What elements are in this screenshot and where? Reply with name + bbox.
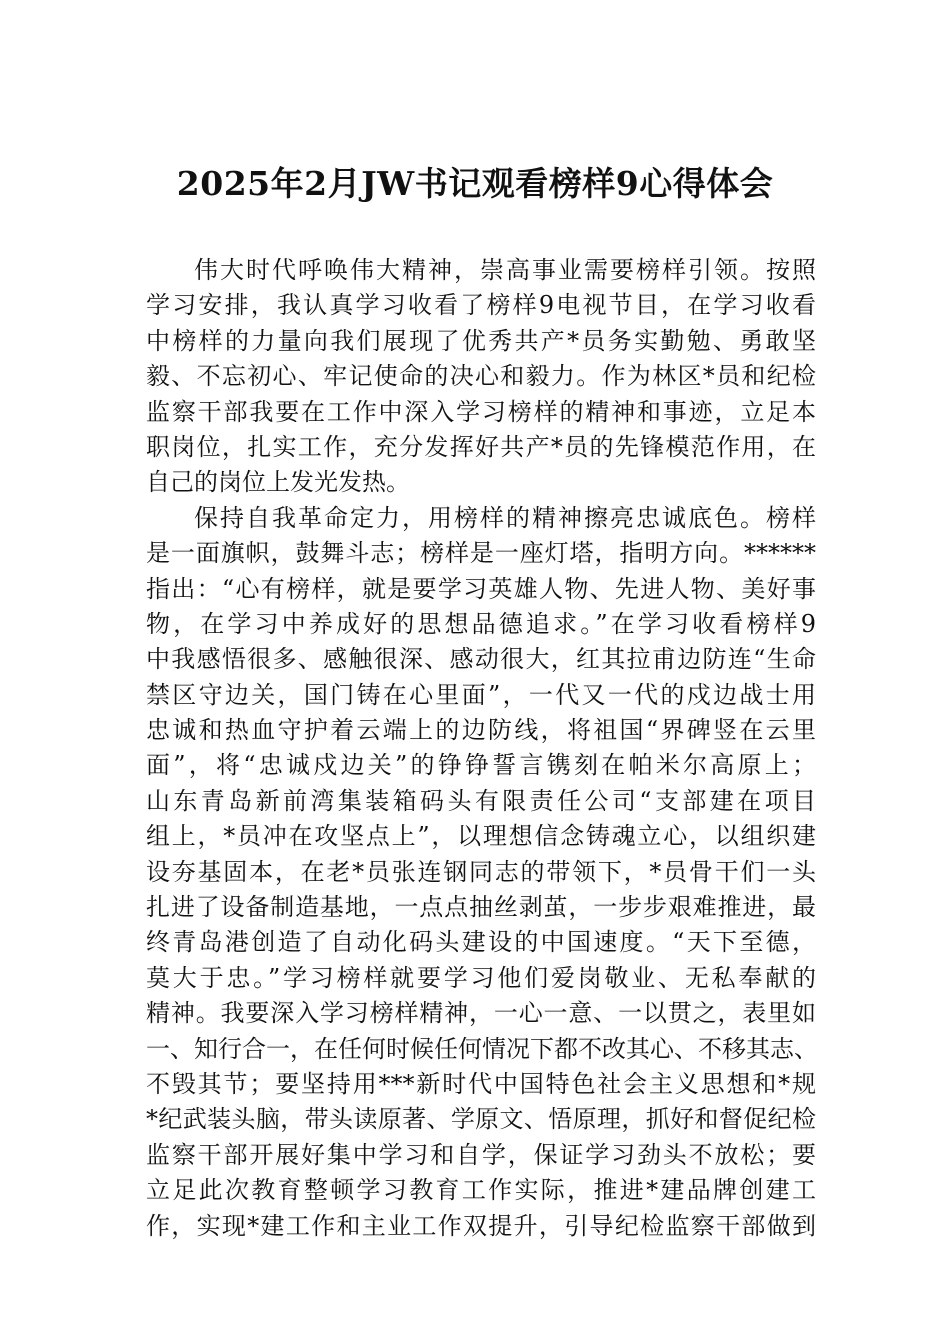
- paragraph-line: 一、知行合一，在任何时候任何情况下都不改其心、不移其志、: [146, 1034, 818, 1063]
- paragraph-line: 莫大于忠。”学习榜样就要学习他们爱岗敬业、无私奉献的: [146, 963, 816, 992]
- paragraph-line: 忠诚和热血守护着云端上的边防线，将祖国“界碑竖在云里: [146, 716, 816, 745]
- paragraph-line: 自己的岗位上发光发热。: [146, 468, 410, 497]
- paragraph-line: 学习安排，我认真学习收看了榜样9电视节目，在学习收看: [146, 291, 816, 320]
- paragraph-line: 物，在学习中养成好的思想品德追求。”在学习收看榜样9: [146, 609, 816, 638]
- paragraph-line: 毅、不忘初心、牢记使命的决心和毅力。作为林区*员和纪检: [146, 362, 816, 391]
- paragraph-line: 立足此次教育整顿学习教育工作实际，推进*建品牌创建工: [146, 1176, 816, 1205]
- paragraph-line: 伟大时代呼唤伟大精神，崇高事业需要榜样引领。按照: [194, 256, 816, 284]
- paragraph-line: 是一面旗帜，鼓舞斗志；榜样是一座灯塔，指明方向。******: [146, 539, 816, 568]
- paragraph-line: 保持自我革命定力，用榜样的精神擦亮忠诚底色。榜样: [194, 503, 816, 532]
- paragraph-line: 山东青岛新前湾集装箱码头有限责任公司“支部建在项目: [146, 786, 816, 815]
- paragraph-line: 设夯基固本，在老*员张连钢同志的带领下，*员骨干们一头: [146, 857, 816, 886]
- paragraph-line: 面”，将“忠诚戍边关”的铮铮誓言镌刻在帕米尔高原上；: [146, 751, 816, 780]
- paragraph-1: [146, 253, 816, 501]
- paragraph-line: 禁区守边关，国门铸在心里面”，一代又一代的戍边战士用: [146, 680, 816, 709]
- paragraph-line: 监察干部我要在工作中深入学习榜样的精神和事迹，立足本: [146, 397, 816, 426]
- paragraph-line: 精神。我要深入学习榜样精神，一心一意、一以贯之，表里如: [146, 999, 816, 1028]
- paragraph-line: 监察干部开展好集中学习和自学，保证学习劲头不放松；要: [146, 1140, 816, 1169]
- paragraph-line: 扎进了设备制造基地，一点点抽丝剥茧，一步步艰难推进，最: [146, 893, 816, 922]
- paragraph-line: 中榜样的力量向我们展现了优秀共产*员务实勤勉、勇敢坚: [146, 326, 816, 355]
- paragraph-line: 终青岛港创造了自动化码头建设的中国速度。“天下至德，: [146, 928, 816, 957]
- document-title: 2025年2月JW书记观看榜样9心得体会: [176, 164, 774, 203]
- paragraph-line: 作，实现*建工作和主业工作双提升，引导纪检监察干部做到: [146, 1211, 816, 1240]
- paragraph-line: 职岗位，扎实工作，充分发挥好共产*员的先锋模范作用，在: [146, 432, 816, 461]
- document-body: [146, 253, 816, 1279]
- paragraph-line: [146, 1244, 816, 1279]
- paragraph-line: 指出：“心有榜样，就是要学习英雄人物、先进人物、美好事: [146, 574, 816, 603]
- paragraph-line: 中我感悟很多、感触很深、感动很大，红其拉甫边防连“生命: [146, 645, 816, 674]
- paragraph-line: 组上，*员冲在攻坚点上”，以理想信念铸魂立心，以组织建: [146, 822, 816, 851]
- paragraph-line: *纪武装头脑，带头读原著、学原文、悟原理，抓好和督促纪检: [146, 1105, 816, 1134]
- paragraph-2: [146, 501, 816, 1280]
- paragraph-line: 不毁其节；要坚持用***新时代中国特色社会主义思想和*规: [146, 1069, 816, 1098]
